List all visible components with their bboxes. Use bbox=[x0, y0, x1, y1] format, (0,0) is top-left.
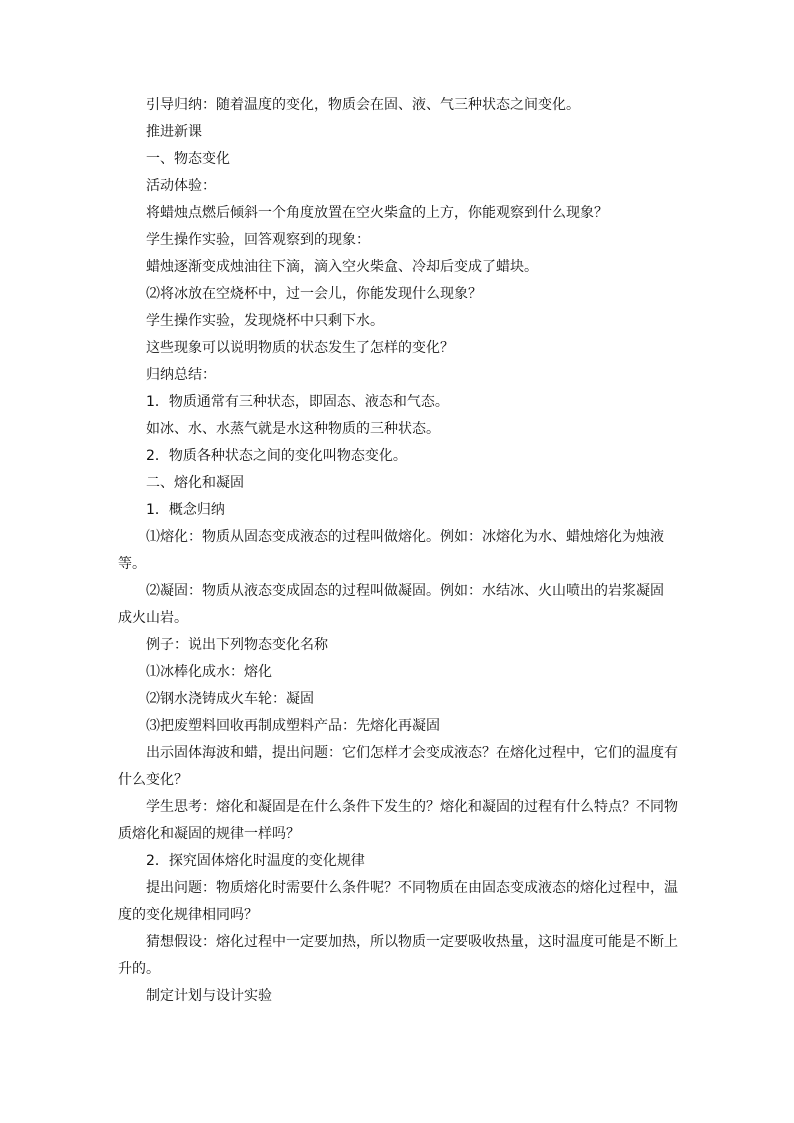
paragraph-melting: ⑴熔化：物质从固态变成液态的过程叫做熔化。例如：冰熔化为水、蜡烛熔化为烛液 bbox=[146, 529, 664, 545]
paragraph-guess: 猜想假设：熔化过程中一定要加热，所以物质一定要吸收热量，这时温度可能是不断上 bbox=[146, 934, 678, 950]
example-item: ⑶把废塑料回收再制成塑料产品：先熔化再凝固 bbox=[146, 718, 440, 734]
paragraph-line: 将蜡烛点燃后倾斜一个角度放置在空火柴盒的上方，你能观察到什么现象？ bbox=[146, 205, 608, 221]
paragraph-think-continued: 质熔化和凝固的规律一样吗？ bbox=[118, 826, 300, 842]
document-body bbox=[118, 92, 678, 1010]
example-item: ⑴冰棒化成水：熔化 bbox=[146, 664, 272, 680]
intro-summary: 引导归纳：随着温度的变化，物质会在固、液、气三种状态之间变化。 bbox=[146, 97, 580, 113]
paragraph-question: 提出问题：物质熔化时需要什么条件呢？不同物质在由固态变成液态的熔化过程中，温 bbox=[146, 880, 678, 896]
section-heading: 一、物态变化 bbox=[146, 151, 230, 167]
paragraph-line: 制定计划与设计实验 bbox=[146, 988, 272, 1004]
list-item: 1．物质通常有三种状态，即固态、液态和气态。 bbox=[146, 394, 449, 410]
subsection-heading: 2．探究固体熔化时温度的变化规律 bbox=[146, 853, 365, 869]
paragraph-line: 这些现象可以说明物质的状态发生了怎样的变化？ bbox=[146, 340, 454, 356]
section-heading: 二、熔化和凝固 bbox=[146, 475, 244, 491]
paragraph-guess-continued: 升的。 bbox=[118, 961, 160, 977]
paragraph-show-continued: 什么变化？ bbox=[118, 772, 188, 788]
list-item: 2．物质各种状态之间的变化叫物态变化。 bbox=[146, 448, 407, 464]
paragraph-think: 学生思考：熔化和凝固是在什么条件下发生的？熔化和凝固的过程有什么特点？不同物 bbox=[146, 799, 678, 815]
section-heading: 推进新课 bbox=[146, 124, 202, 140]
paragraph-line: 如冰、水、水蒸气就是水这种物质的三种状态。 bbox=[146, 421, 440, 437]
example-heading: 例子：说出下列物态变化名称 bbox=[146, 637, 328, 653]
paragraph-show: 出示固体海波和蜡，提出问题：它们怎样才会变成液态？在熔化过程中，它们的温度有 bbox=[146, 745, 678, 761]
paragraph-solidify: ⑵凝固：物质从液态变成固态的过程叫做凝固。例如：水结冰、火山喷出的岩浆凝固 bbox=[146, 583, 664, 599]
paragraph-line: 学生操作实验，发现烧杯中只剩下水。 bbox=[146, 313, 384, 329]
paragraph-question-continued: 度的变化规律相同吗？ bbox=[118, 907, 258, 923]
paragraph-line: 活动体验： bbox=[146, 178, 216, 194]
paragraph-line: 蜡烛逐渐变成烛油往下滴，滴入空火柴盒、冷却后变成了蜡块。 bbox=[146, 259, 538, 275]
example-item: ⑵钢水浇铸成火车轮：凝固 bbox=[146, 691, 314, 707]
paragraph-line: 归纳总结： bbox=[146, 367, 216, 383]
paragraph-line: ⑵将冰放在空烧杯中，过一会儿，你能发现什么现象？ bbox=[146, 286, 482, 302]
paragraph-line: 学生操作实验，回答观察到的现象： bbox=[146, 232, 370, 248]
paragraph-melting-continued: 等。 bbox=[118, 556, 146, 572]
subsection-heading: 1．概念归纳 bbox=[146, 502, 225, 518]
paragraph-solidify-continued: 成火山岩。 bbox=[118, 610, 188, 626]
